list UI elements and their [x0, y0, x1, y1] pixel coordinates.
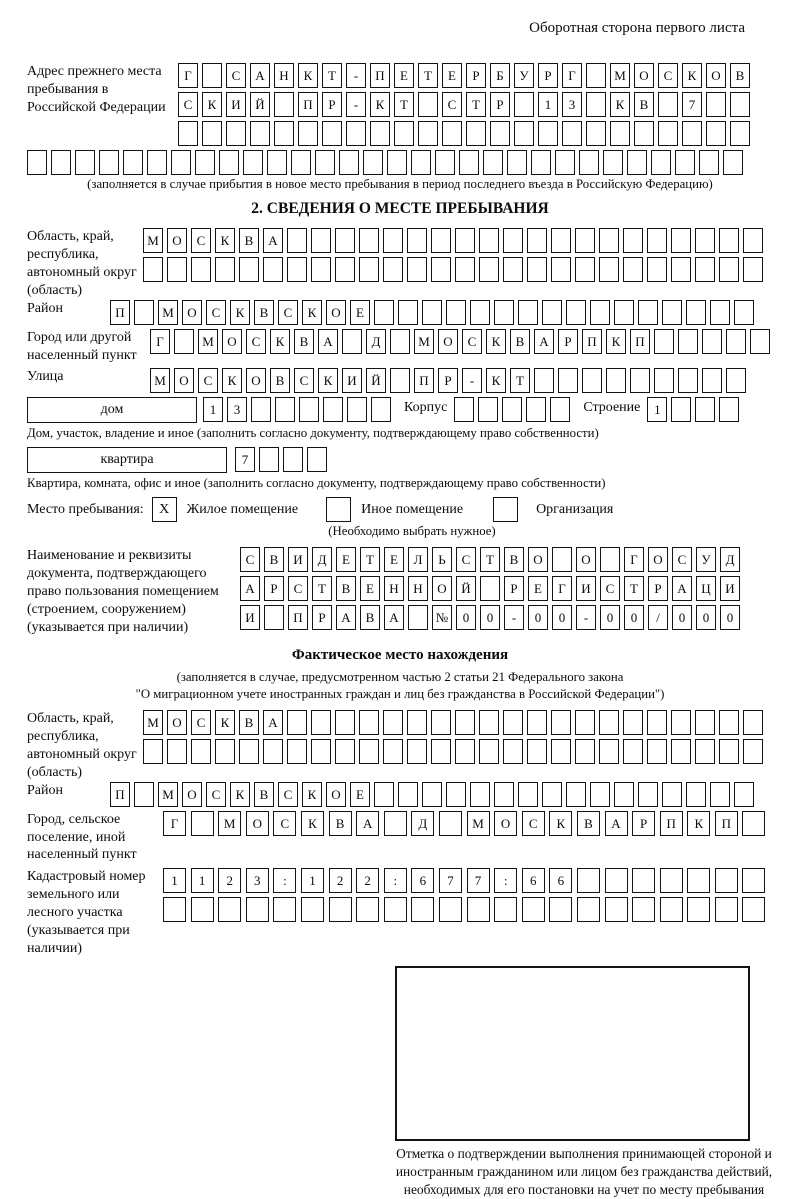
- mesto-prebyvaniya-row: [27, 497, 773, 522]
- document-row-3[interactable]: И П Р А В А № 0 0 - 0 0 - 0 0 / 0 0 0: [240, 605, 744, 630]
- korpus-label: Корпус: [404, 400, 448, 416]
- stamp-caption: Отметка о подтверждении выполнения принимающей стороной и иностранным гражданином или лицом без гражданства действий, необходимых для его постановки на учет по месту пребывания: [395, 1145, 773, 1198]
- stroenie-label: Строение: [583, 400, 641, 416]
- factual-oblast-block: [27, 710, 773, 782]
- oblast-block: [27, 228, 773, 300]
- mesto-label: Место пребывания:: [27, 501, 144, 517]
- factual-raion-row[interactable]: П М О С К В С К О Е: [110, 782, 758, 807]
- stamp-area: [395, 966, 750, 1141]
- prev-address-row-1[interactable]: Г С А Н К Т - П Е Т Е Р Б У Р Г М О С К О В: [178, 63, 754, 88]
- gorod-block: [27, 329, 773, 365]
- prev-address-label: Адрес прежнего места пребывания в Российской Федерации: [27, 64, 166, 115]
- factual-raion-block: [27, 782, 773, 807]
- dom-box[interactable]: дом: [27, 397, 197, 423]
- document-block: [27, 547, 773, 637]
- prev-address-row-2[interactable]: С К И Й П Р - К Т С Т Р 1 3 К В 7: [178, 92, 754, 117]
- ulitsa-block: [27, 368, 773, 393]
- stroenie-cells[interactable]: 1: [647, 397, 743, 422]
- factual-raion-label: Район: [27, 782, 63, 798]
- factual-gorod-block: [27, 811, 773, 865]
- raion-block: [27, 300, 773, 325]
- raion-label: Район: [27, 300, 63, 316]
- factual-oblast-label: Область, край, республика, автономный округ (область): [27, 710, 137, 780]
- factual-oblast-row-2[interactable]: [143, 739, 767, 764]
- prev-address-block: [27, 63, 773, 150]
- raion-row[interactable]: П М О С К В С К О Е: [110, 300, 758, 325]
- factual-note-2: "О миграционном учете иностранных граждан и лиц без гражданства в Российской Федерации"): [135, 686, 665, 701]
- kvartira-note: Квартира, комната, офис и иное (заполнить согласно документу, подтверждающему право собственности): [27, 476, 606, 491]
- dom-block: [27, 397, 773, 423]
- factual-title: Фактическое место нахождения: [291, 646, 509, 663]
- prev-address-row-3[interactable]: [178, 121, 754, 146]
- kadastr-block: [27, 868, 773, 958]
- document-label: Наименование и реквизиты документа, подтверждающего право пользования помещением (строением, сооружением) (указывается при наличии): [27, 548, 219, 636]
- section2-title: 2. СВЕДЕНИЯ О МЕСТЕ ПРЕБЫВАНИЯ: [251, 200, 549, 217]
- document-row-2[interactable]: А Р С Т В Е Н Н О Й Р Е Г И С Т Р А Ц И: [240, 576, 744, 601]
- ulitsa-label: Улица: [27, 369, 64, 385]
- gorod-label: Город или другой населенный пункт: [27, 329, 137, 363]
- korpus-cells[interactable]: [454, 397, 574, 422]
- oblast-label: Область, край, республика, автономный округ (область): [27, 229, 137, 298]
- option-zhiloe-label: Жилое помещение: [186, 501, 299, 517]
- kadastr-row-2[interactable]: [163, 897, 770, 922]
- option-inoe-label: Иное помещение: [361, 501, 464, 517]
- kvartira-cells[interactable]: 7: [235, 447, 331, 472]
- prev-address-row-4[interactable]: [27, 150, 773, 175]
- factual-gorod-row[interactable]: Г М О С К В А Д М О С К В А Р П К П: [163, 811, 770, 836]
- page-header: Оборотная сторона первого листа: [529, 20, 745, 36]
- factual-gorod-label: Город, сельское поселение, иной населенный пункт: [27, 811, 137, 863]
- option-organizatsiya-label: Организация: [536, 501, 614, 517]
- factual-oblast-row-1[interactable]: М О С К В А: [143, 710, 767, 735]
- checkbox-organizatsiya[interactable]: [493, 497, 518, 522]
- gorod-row[interactable]: Г М О С К В А Д М О С К В А Р П К П: [150, 329, 774, 354]
- kadastr-row-1[interactable]: 1 1 2 3 : 1 2 2 : 6 7 7 : 6 6: [163, 868, 770, 893]
- kadastr-label: Кадастровый номер земельного или лесного участка (указывается при наличии): [27, 869, 146, 956]
- dom-note: Дом, участок, владение и иное (заполнить согласно документу, подтверждающему право собственности): [27, 426, 599, 441]
- ulitsa-row[interactable]: М О С К О В С К И Й П Р - К Т: [150, 368, 750, 393]
- dom-cells[interactable]: 1 3: [203, 397, 395, 422]
- kvartira-block: [27, 447, 773, 473]
- oblast-row-2[interactable]: [143, 257, 767, 282]
- factual-note-1: (заполняется в случае, предусмотренном частью 2 статьи 21 Федерального закона: [176, 669, 624, 684]
- checkbox-inoe-pomeshchenie[interactable]: [326, 497, 351, 522]
- checkbox-zhiloe-pomeshchenie[interactable]: X: [152, 497, 177, 522]
- mesto-note: (Необходимо выбрать нужное): [328, 524, 496, 539]
- document-row-1[interactable]: С В И Д Е Т Е Л Ь С Т В О О Г О С У Д: [240, 547, 744, 572]
- kvartira-box[interactable]: квартира: [27, 447, 227, 473]
- oblast-row-1[interactable]: М О С К В А: [143, 228, 767, 253]
- prev-address-note: (заполняется в случае прибытия в новое место пребывания в период последнего въезда в Российскую Федерацию): [87, 177, 713, 191]
